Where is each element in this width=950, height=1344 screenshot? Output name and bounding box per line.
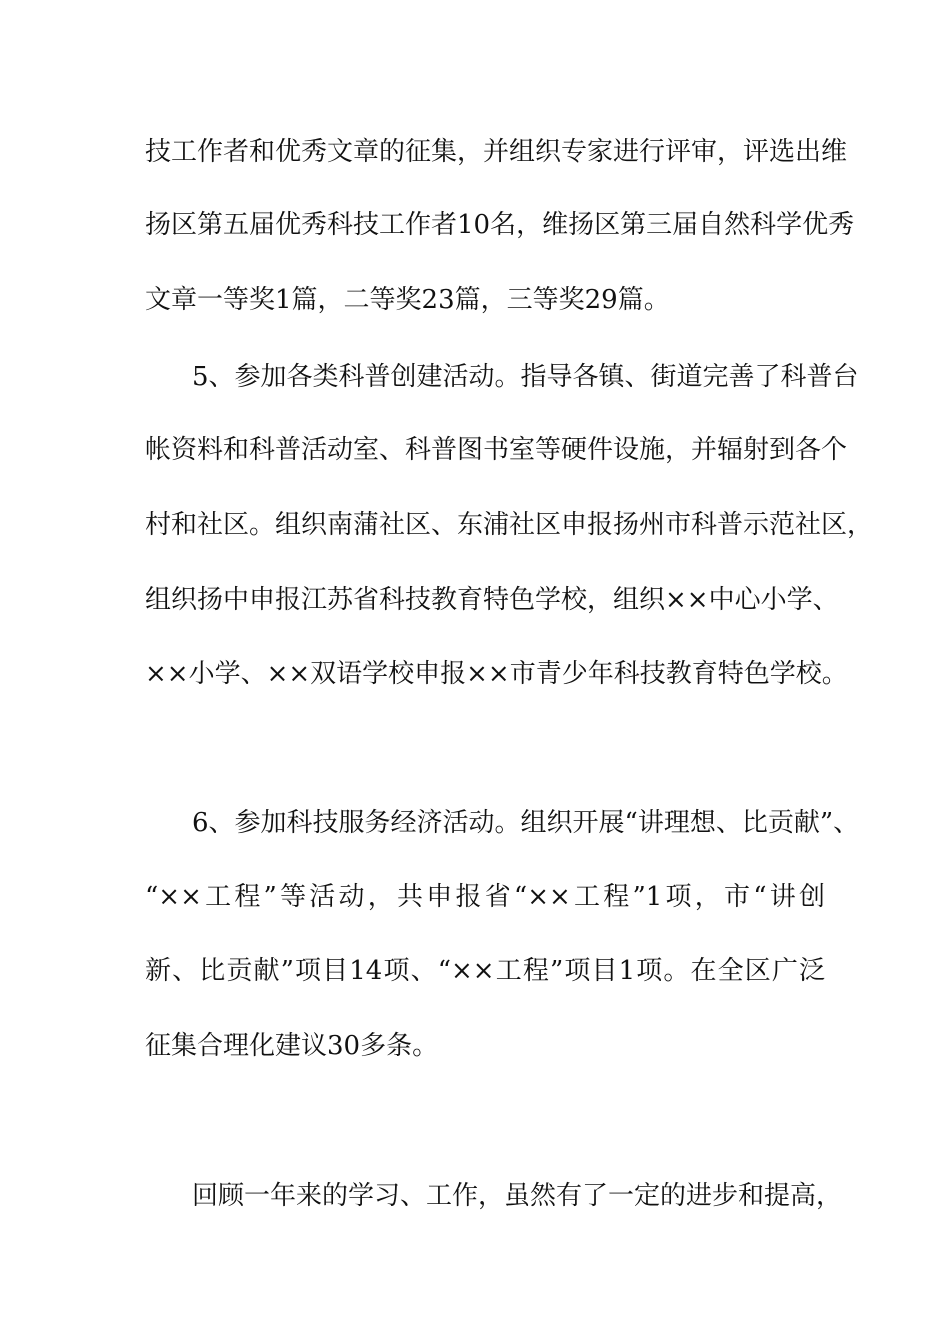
- paragraph-1-line-3: 文章一等奖1篇，二等奖23篇，三等奖29篇。: [145, 285, 670, 315]
- paragraph-4-line-1: 回顾一年来的学习、工作，虽然有了一定的进步和提高，: [192, 1181, 843, 1211]
- paragraph-2-line-5: ××小学、××双语学校申报××市青少年科技教育特色学校。: [145, 659, 848, 689]
- paragraph-2-line-3: 村和社区。组织南蒲社区、东浦社区申报扬州市科普示范社区，: [145, 510, 874, 540]
- paragraph-2-line-4: 组织扬中申报江苏省科技教育特色学校，组织××中心小学、: [145, 585, 839, 615]
- paragraph-1-line-1: 技工作者和优秀文章的征集，并组织专家进行评审，评选出维: [145, 137, 848, 167]
- paragraph-3-line-4: 征集合理化建议30多条。: [145, 1031, 439, 1061]
- paragraph-2-line-2: 帐资料和科普活动室、科普图书室等硬件设施，并辐射到各个: [145, 435, 848, 465]
- paragraph-3-line-2: “××工程”等活动，共申报省“××工程”1项，市“讲创: [145, 882, 825, 912]
- paragraph-1-line-2: 扬区第五届优秀科技工作者10名，维扬区第三届自然科学优秀: [145, 210, 855, 240]
- paragraph-2-line-1: 5、参加各类科普创建活动。指导各镇、街道完善了科普台: [192, 362, 859, 392]
- paragraph-3-line-1: 6、参加科技服务经济活动。组织开展“讲理想、比贡献”、: [192, 808, 860, 838]
- paragraph-3-line-3: 新、比贡献”项目14项、“××工程”项目1项。在全区广泛: [145, 956, 825, 986]
